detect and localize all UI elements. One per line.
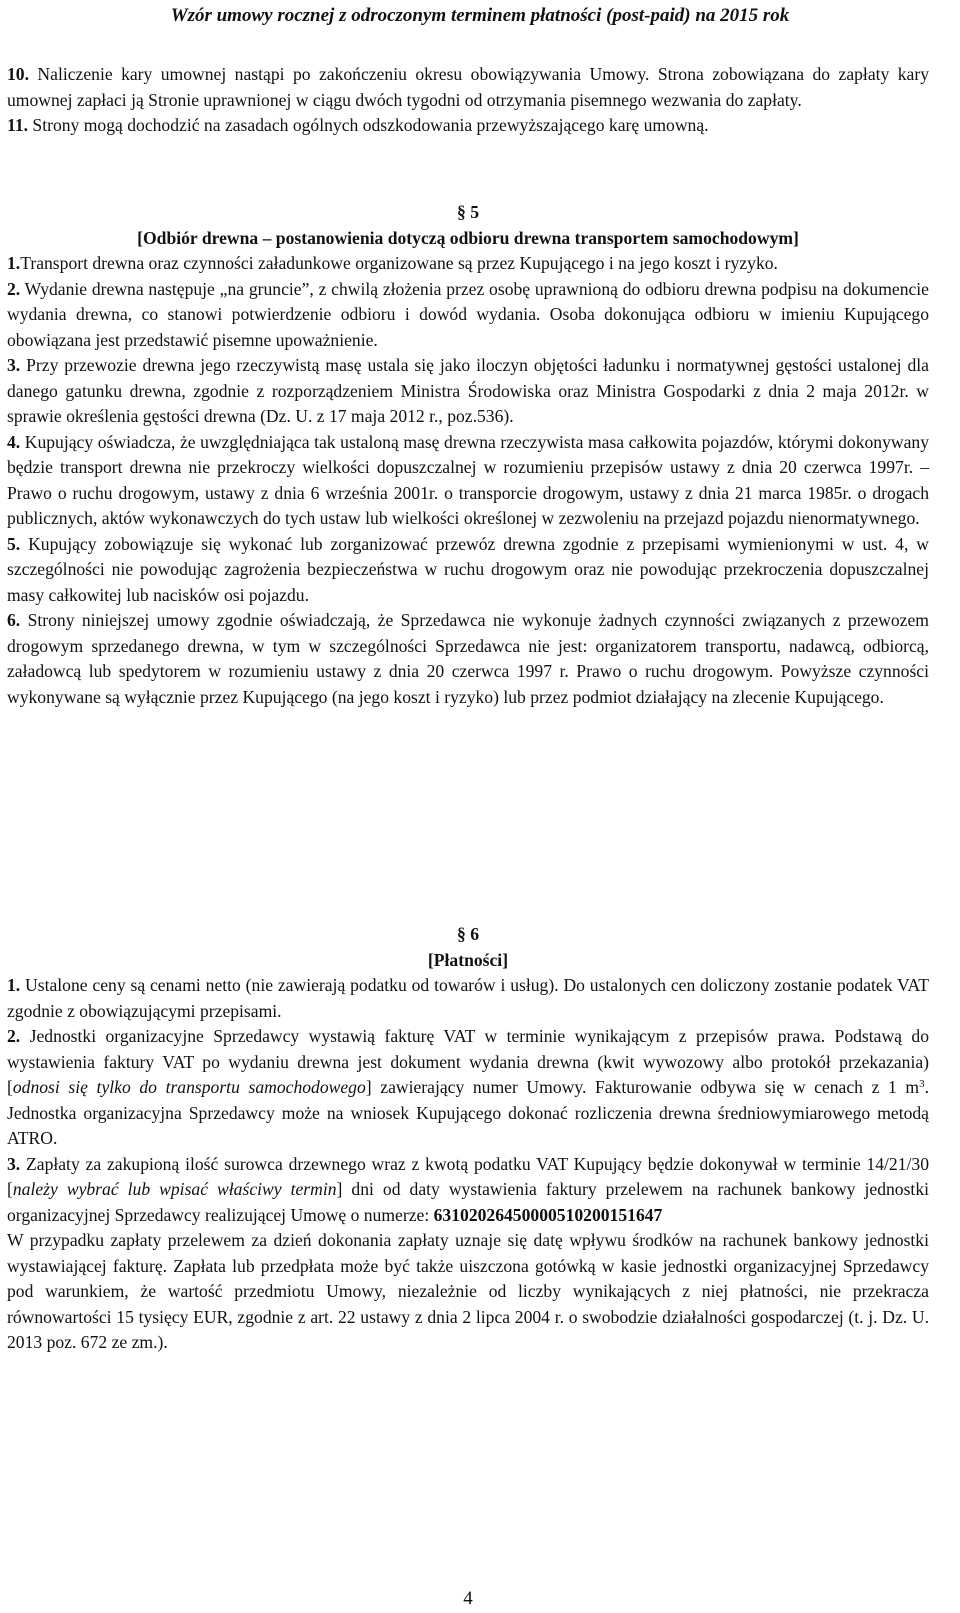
section-title: [Płatności] <box>427 949 509 970</box>
paragraph-number: 6. <box>7 610 21 630</box>
paragraph-5-1 <box>7 251 929 277</box>
paragraph-text: W przypadku zapłaty przelewem za dzień dokonania zapłaty uznaje się datę wpływu środków na rachunek bankowy jednostki wystawiającej fakturę. Zapłata lub przedpłata może być także uiszczona gotówką w kasie jednostki organizacyjnej Sprzedawcy pod warunkiem, że wartość przedmiotu Umowy, niezależnie od liczby wynikających z niej płatności, nie przekracza równowartości 15 tysięcy EUR, zgodnie z art. 22 ustawy z dnia 2 lipca 2004 r. o swobodzie działalności gospodarczej (t. j. Dz. U. 2013 poz. 672 ze zm.). <box>7 1230 929 1352</box>
paragraph-text: Kupujący zobowiązuje się wykonać lub zorganizować przewóz drewna zgodnie z przepisami wymienionymi w ust. 4, w szczególności nie powodując zagrożenia bezpieczeństwa w ruchu drogowym oraz nie powodując przekroczenia dopuszczalnej masy całkowitej lub nacisków osi pojazdu. <box>7 533 929 605</box>
paragraph-text: Jednostki organizacyjne Sprzedawcy wystawią fakturę VAT w terminie wynikającym z przepisów prawa. Podstawą do wystawienia faktury VAT po wydaniu drewna jest dokument wydania drewna (kwit wywozowy albo protokół przekazania) [ <box>7 1026 929 1097</box>
superscript: 3 <box>919 1078 925 1090</box>
paragraph-text: Naliczenie kary umownej nastąpi po zakończeniu okresu obowiązywania Umowy. Strona zobowiązana do zapłaty kary umownej zapłaci ją Stronie uprawnionej w ciągu dwóch tygodni od otrzymania pisemnego wezwania do zapłaty. <box>7 64 929 110</box>
page-number: 4 <box>463 1588 473 1609</box>
header-title-rest: (post-paid) na 2015 rok <box>601 5 790 26</box>
section-heading: § 6 <box>457 924 479 944</box>
paragraph-text: Strony mogą dochodzić na zasadach ogólnych odszkodowania przewyższającego karę umowną. <box>28 115 709 135</box>
paragraph-number: 10. <box>7 64 29 84</box>
paragraph-number: 11. <box>7 115 29 135</box>
paragraph-number: 3. <box>7 1153 21 1174</box>
paragraph-number: 1. <box>7 975 21 995</box>
paragraph-6-2 <box>7 1024 929 1152</box>
paragraph-number: 4. <box>7 431 21 452</box>
paragraph-text: Przy przewozie drewna jego rzeczywistą masę ustala się jako iloczyn objętości ładunku i normatywnej gęstości ustalonej dla danego gatunku drewna, zgodnie z rozporządzeniem Ministra Środowiska oraz Ministra Gospodarki z dnia 2 maja 2012r. w sprawie określenia gęstości drewna (Dz. U. z 17 maja 2012 r., poz.536). <box>7 355 929 426</box>
paragraph-number: 3. <box>7 355 21 375</box>
paragraph-text: Ustalone ceny są cenami netto (nie zawierają podatku od towarów i usług). Do ustalonych cen doliczony zostanie podatek VAT zgodnie z obowiązującymi przepisami. <box>7 975 929 1021</box>
paragraph-5-6 <box>7 608 929 710</box>
paragraph-11 <box>7 113 929 139</box>
paragraph-number: 2. <box>7 278 21 299</box>
paragraph-number: 5. <box>7 533 21 554</box>
paragraph-text: . Jednostka organizacyjna Sprzedawcy może na wniosek Kupującego dokonać rozliczenia drewna średniowymiarowego metodą ATRO. <box>7 1077 930 1148</box>
paragraph-italic-note: należy wybrać lub wpisać właściwy termin <box>12 1179 337 1199</box>
bank-account-number: 63102026450000510200151647 <box>433 1204 663 1225</box>
paragraph-5-3 <box>7 353 929 430</box>
section-title: [Odbiór drewna – postanowienia dotyczą odbioru drewna transportem samochodowym] <box>137 227 799 248</box>
paragraph-text: Zapłaty za zakupioną ilość surowca drzewnego wraz z kwotą podatku VAT Kupujący będzie dokonywał w terminie 14/21/30 [ <box>7 1153 929 1199</box>
paragraph-text: Transport drewna oraz czynności załadunkowe organizowane są przez Kupującego i na jego koszt i ryzyko. <box>20 253 778 273</box>
paragraph-text: Wydanie drewna następuje „na gruncie”, z chwilą złożenia przez osobę uprawnioną do odbioru drewna podpisu na dokumencie wydania drewna, co stanowi potwierdzenie odbioru i dowód wydania. Osoba dokonująca odbioru w imieniu Kupującego obowiązana jest przedstawić pisemne upoważnienie. <box>7 278 929 350</box>
paragraph-5-4 <box>7 430 929 532</box>
paragraph-6-3 <box>7 1152 929 1229</box>
paragraph-text: ] zawierający numer Umowy. Fakturowanie odbywa się w cenach z 1 m <box>365 1077 920 1097</box>
top-paragraphs <box>7 62 929 139</box>
paragraph-text: Kupujący oświadcza, że uwzględniająca tak ustaloną masę drewna rzeczywista masa całkowita pojazdów, którymi dokonywany będzie transport drewna nie przekroczy wielkości dopuszczalnej w rozumieniu przepisów ustawy z dnia 20 czerwca 1997r. – Prawo o ruchu drogowym, ustawy z dnia 6 września 2001r. o transporcie drogowym, ustawy z dnia 21 marca 1985r. o drogach publicznych, aktów wykonawczych do tych ustaw lub wielkości określonej w zezwoleniu na przejazd pojazdu nienormatywnego. <box>7 431 929 528</box>
section-heading: § 5 <box>457 202 479 222</box>
header-title-italic: Wzór umowy rocznej z odroczonym terminem płatności <box>170 5 602 26</box>
paragraph-text: ] dni od daty wystawienia faktury przelewem na rachunek bankowy jednostki organizacyjnej Sprzedawcy realizującej Umowę o numerze: <box>7 1179 930 1225</box>
paragraph-6-payment <box>7 1228 929 1356</box>
paragraph-10 <box>7 62 929 113</box>
paragraph-5-2 <box>7 277 929 354</box>
paragraph-text: Strony niniejszej umowy zgodnie oświadczają, że Sprzedawca nie wykonuje żadnych czynności związanych z przewozem drogowym sprzedanego drewna, w tym w szczególności Sprzedawca nie jest: organizatorem transportu, nadawcą, odbiorcą, załadowcą lub spedytorem w rozumieniu ustawy z dnia 20 czerwca 1997 r. Prawo o ruchu drogowym. Powyższe czynności wykonywane są wyłącznie przez Kupującego (na jego koszt i ryzyko) lub przez podmiot działający na zlecenie Kupującego. <box>7 610 929 707</box>
section-6 <box>7 922 929 1356</box>
document-header <box>0 2 960 30</box>
paragraph-5-5 <box>7 532 929 609</box>
paragraph-italic-note: odnosi się tylko do transportu samochodowego <box>12 1077 366 1097</box>
paragraph-number: 1. <box>7 253 21 273</box>
paragraph-6-1 <box>7 973 929 1024</box>
paragraph-number: 2. <box>7 1026 21 1046</box>
section-5 <box>7 200 929 710</box>
